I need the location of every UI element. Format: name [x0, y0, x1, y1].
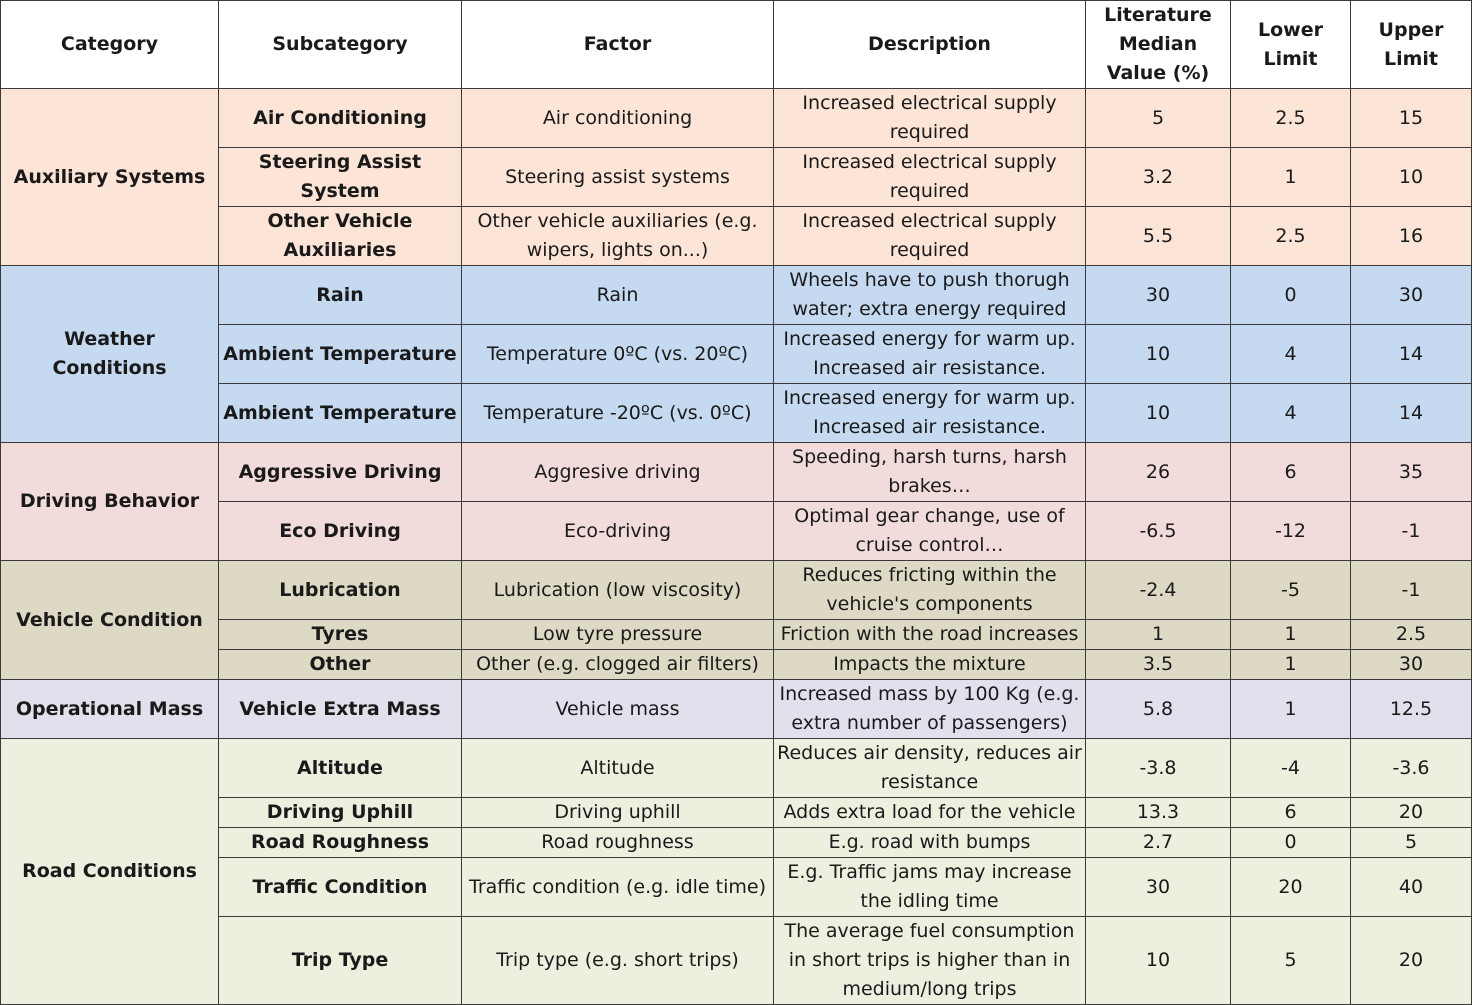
- header-factor: Factor: [462, 1, 774, 89]
- category-cell: Operational Mass: [1, 680, 219, 739]
- median-value-cell: -2.4: [1086, 561, 1231, 620]
- factor-cell: Air conditioning: [462, 89, 774, 148]
- factor-cell: Aggresive driving: [462, 443, 774, 502]
- median-value-cell: 5: [1086, 89, 1231, 148]
- lower-limit-cell: 4: [1231, 325, 1351, 384]
- median-value-cell: 10: [1086, 917, 1231, 1005]
- table-body: [1, 89, 1472, 1005]
- description-cell: The average fuel consumption in short trips is higher than in medium/long trips: [774, 917, 1086, 1005]
- median-value-cell: 10: [1086, 384, 1231, 443]
- header-upper-limit: Upper Limit: [1351, 1, 1472, 89]
- factor-cell: Traffic condition (e.g. idle time): [462, 858, 774, 917]
- upper-limit-cell: -1: [1351, 561, 1472, 620]
- median-value-cell: 3.2: [1086, 148, 1231, 207]
- subcategory-cell: Driving Uphill: [219, 798, 462, 828]
- description-cell: Increased electrical supply required: [774, 207, 1086, 266]
- median-value-cell: -6.5: [1086, 502, 1231, 561]
- lower-limit-cell: 5: [1231, 917, 1351, 1005]
- median-value-cell: 2.7: [1086, 828, 1231, 858]
- subcategory-cell: Ambient Temperature: [219, 384, 462, 443]
- median-value-cell: 1: [1086, 620, 1231, 650]
- upper-limit-cell: 30: [1351, 650, 1472, 680]
- factor-cell: Other vehicle auxiliaries (e.g. wipers, lights on...): [462, 207, 774, 266]
- table-row: [1, 266, 1472, 325]
- upper-limit-cell: 14: [1351, 325, 1472, 384]
- description-cell: Impacts the mixture: [774, 650, 1086, 680]
- table-row: [1, 89, 1472, 148]
- description-cell: Reduces air density, reduces air resistance: [774, 739, 1086, 798]
- factor-cell: Rain: [462, 266, 774, 325]
- description-cell: Increased electrical supply required: [774, 89, 1086, 148]
- subcategory-cell: Other: [219, 650, 462, 680]
- table-row: [1, 917, 1472, 1005]
- description-cell: Reduces fricting within the vehicle's components: [774, 561, 1086, 620]
- median-value-cell: 5.8: [1086, 680, 1231, 739]
- category-cell: Weather Conditions: [1, 266, 219, 443]
- table-row: [1, 443, 1472, 502]
- lower-limit-cell: 6: [1231, 798, 1351, 828]
- description-cell: Increased electrical supply required: [774, 148, 1086, 207]
- subcategory-cell: Traffic Condition: [219, 858, 462, 917]
- table-row: [1, 739, 1472, 798]
- factor-cell: Driving uphill: [462, 798, 774, 828]
- factor-cell: Temperature -20ºC (vs. 0ºC): [462, 384, 774, 443]
- factor-cell: Lubrication (low viscosity): [462, 561, 774, 620]
- subcategory-cell: Eco Driving: [219, 502, 462, 561]
- subcategory-cell: Rain: [219, 266, 462, 325]
- table-row: [1, 650, 1472, 680]
- lower-limit-cell: 2.5: [1231, 89, 1351, 148]
- upper-limit-cell: 10: [1351, 148, 1472, 207]
- factor-cell: Temperature 0ºC (vs. 20ºC): [462, 325, 774, 384]
- lower-limit-cell: 1: [1231, 650, 1351, 680]
- factor-cell: Low tyre pressure: [462, 620, 774, 650]
- table-row: [1, 620, 1472, 650]
- upper-limit-cell: 40: [1351, 858, 1472, 917]
- factor-cell: Eco-driving: [462, 502, 774, 561]
- description-cell: E.g. road with bumps: [774, 828, 1086, 858]
- subcategory-cell: Altitude: [219, 739, 462, 798]
- lower-limit-cell: 0: [1231, 828, 1351, 858]
- table-row: [1, 828, 1472, 858]
- description-cell: Increased energy for warm up. Increased air resistance.: [774, 384, 1086, 443]
- factor-cell: Trip type (e.g. short trips): [462, 917, 774, 1005]
- subcategory-cell: Steering Assist System: [219, 148, 462, 207]
- description-cell: Increased mass by 100 Kg (e.g. extra number of passengers): [774, 680, 1086, 739]
- subcategory-cell: Vehicle Extra Mass: [219, 680, 462, 739]
- lower-limit-cell: -5: [1231, 561, 1351, 620]
- upper-limit-cell: 16: [1351, 207, 1472, 266]
- subcategory-cell: Other Vehicle Auxiliaries: [219, 207, 462, 266]
- category-cell: Road Conditions: [1, 739, 219, 1005]
- upper-limit-cell: -3.6: [1351, 739, 1472, 798]
- description-cell: Friction with the road increases: [774, 620, 1086, 650]
- header-lower-limit: Lower Limit: [1231, 1, 1351, 89]
- lower-limit-cell: 1: [1231, 620, 1351, 650]
- median-value-cell: 30: [1086, 266, 1231, 325]
- table-row: [1, 798, 1472, 828]
- factor-cell: Altitude: [462, 739, 774, 798]
- median-value-cell: 13.3: [1086, 798, 1231, 828]
- description-cell: Increased energy for warm up. Increased air resistance.: [774, 325, 1086, 384]
- subcategory-cell: Lubrication: [219, 561, 462, 620]
- header-row: [1, 1, 1472, 89]
- description-cell: E.g. Traffic jams may increase the idling time: [774, 858, 1086, 917]
- table-row: [1, 858, 1472, 917]
- upper-limit-cell: 12.5: [1351, 680, 1472, 739]
- upper-limit-cell: 15: [1351, 89, 1472, 148]
- table-row: [1, 148, 1472, 207]
- header-category: Category: [1, 1, 219, 89]
- upper-limit-cell: 14: [1351, 384, 1472, 443]
- factor-cell: Vehicle mass: [462, 680, 774, 739]
- lower-limit-cell: 6: [1231, 443, 1351, 502]
- category-cell: Vehicle Condition: [1, 561, 219, 680]
- factor-cell: Steering assist systems: [462, 148, 774, 207]
- subcategory-cell: Tyres: [219, 620, 462, 650]
- header-subcategory: Subcategory: [219, 1, 462, 89]
- median-value-cell: 26: [1086, 443, 1231, 502]
- lower-limit-cell: 1: [1231, 148, 1351, 207]
- upper-limit-cell: -1: [1351, 502, 1472, 561]
- subcategory-cell: Trip Type: [219, 917, 462, 1005]
- upper-limit-cell: 35: [1351, 443, 1472, 502]
- median-value-cell: 30: [1086, 858, 1231, 917]
- upper-limit-cell: 20: [1351, 798, 1472, 828]
- description-cell: Adds extra load for the vehicle: [774, 798, 1086, 828]
- table-row: [1, 502, 1472, 561]
- header-median-value: Literature Median Value (%): [1086, 1, 1231, 89]
- upper-limit-cell: 20: [1351, 917, 1472, 1005]
- upper-limit-cell: 5: [1351, 828, 1472, 858]
- subcategory-cell: Road Roughness: [219, 828, 462, 858]
- factor-cell: Other (e.g. clogged air filters): [462, 650, 774, 680]
- lower-limit-cell: 0: [1231, 266, 1351, 325]
- subcategory-cell: Air Conditioning: [219, 89, 462, 148]
- subcategory-cell: Aggressive Driving: [219, 443, 462, 502]
- header-description: Description: [774, 1, 1086, 89]
- category-cell: Auxiliary Systems: [1, 89, 219, 266]
- lower-limit-cell: 1: [1231, 680, 1351, 739]
- description-cell: Optimal gear change, use of cruise control…: [774, 502, 1086, 561]
- table-row: [1, 325, 1472, 384]
- factor-cell: Road roughness: [462, 828, 774, 858]
- median-value-cell: 10: [1086, 325, 1231, 384]
- description-cell: Wheels have to push thorugh water; extra energy required: [774, 266, 1086, 325]
- median-value-cell: -3.8: [1086, 739, 1231, 798]
- subcategory-cell: Ambient Temperature: [219, 325, 462, 384]
- table-row: [1, 680, 1472, 739]
- median-value-cell: 3.5: [1086, 650, 1231, 680]
- lower-limit-cell: 20: [1231, 858, 1351, 917]
- lower-limit-cell: 2.5: [1231, 207, 1351, 266]
- description-cell: Speeding, harsh turns, harsh brakes…: [774, 443, 1086, 502]
- table-row: [1, 207, 1472, 266]
- upper-limit-cell: 30: [1351, 266, 1472, 325]
- table-header: [1, 1, 1472, 89]
- upper-limit-cell: 2.5: [1351, 620, 1472, 650]
- lower-limit-cell: -4: [1231, 739, 1351, 798]
- table-row: [1, 384, 1472, 443]
- table-row: [1, 561, 1472, 620]
- lower-limit-cell: -12: [1231, 502, 1351, 561]
- lower-limit-cell: 4: [1231, 384, 1351, 443]
- median-value-cell: 5.5: [1086, 207, 1231, 266]
- category-cell: Driving Behavior: [1, 443, 219, 561]
